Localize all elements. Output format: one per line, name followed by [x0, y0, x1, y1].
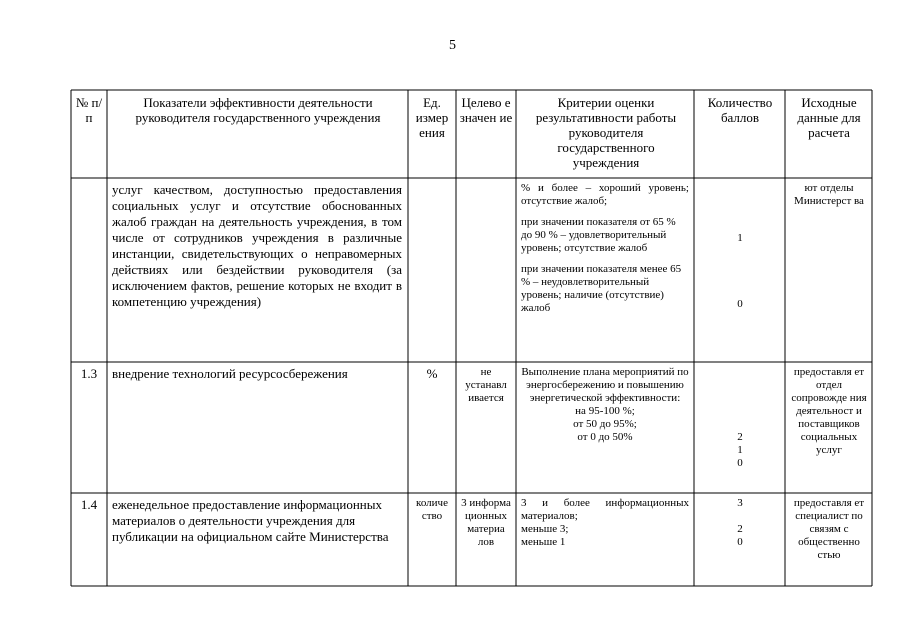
row3-criteria-2: меньше 3; [521, 523, 569, 535]
row1-points-1: 1 [737, 232, 743, 244]
row3-indicator: еженедельное предоставление информационных материалов о деятельности учреждения для публикации на официальном сайте Министерства [112, 497, 389, 544]
row1-criteria-1: % и более – хороший уровень; отсутствие жалоб; [521, 182, 689, 207]
row2-criteria-title: Выполнение плана мероприятий по энергосбережению и повышению энергетической эффективности: [521, 366, 689, 404]
row3-criteria [521, 497, 689, 549]
row3-target: 3 информа ционных материа лов [461, 497, 511, 548]
row2-criteria-line-2: от 50 до 95%; [573, 418, 637, 430]
row2-source: предоставля ет отдел сопровожде ния деятельност и поставщиков социальных услуг [791, 366, 867, 456]
row2-points-1: 2 [737, 431, 743, 443]
row2-target: не устанавл ивается [465, 366, 507, 404]
row3-num: 1.4 [80, 497, 98, 512]
row3-points-1: 3 [737, 497, 743, 509]
row3-points [698, 497, 782, 549]
header-unit: Ед. измер ения [415, 95, 449, 140]
header-criteria: Критерии оценки результативности работы руководителя государственного учреждения [535, 95, 677, 170]
row3-source: предоставля ет специалист по связям с общественно стью [793, 497, 865, 561]
row1-criteria [521, 182, 689, 323]
row3-points-2: 2 [737, 523, 743, 535]
header-indicator: Показатели эффективности деятельности руководителя государственного учреждения [135, 95, 381, 125]
row2-criteria-line-3: от 0 до 50% [577, 431, 633, 443]
row3-points-3: 0 [737, 536, 743, 548]
row2-num: 1.3 [80, 366, 98, 381]
page-number: 5 [449, 38, 456, 53]
row1-source: ют отделы Министерст ва [794, 182, 864, 207]
row2-points-2: 1 [737, 444, 743, 456]
header-num: № п/п [75, 95, 103, 125]
row1-indicator: услуг качеством, доступностью предоставления социальных услуг и отсутствие обоснованных жалоб граждан на деятельность учреждения, в том числе от сотрудников учреждения в различные инстанции, свидетельствующих о неправомерных действиях или бездействии руководителя (за исключением фактов, решение которых не входит в компетенцию учреждения) [112, 182, 402, 309]
row1-criteria-2: при значении показателя от 65 % до 90 % – удовлетворительный уровень; отсутствие жалоб [521, 216, 676, 254]
row3-criteria-1: 3 и более информационных материалов; [521, 497, 689, 522]
row2-points [698, 431, 782, 470]
row3-unit: количе ство [416, 497, 448, 522]
row2-points-3: 0 [737, 457, 743, 469]
header-source: Исходные данные для расчета [797, 95, 861, 140]
row2-unit: % [426, 366, 438, 381]
row1-criteria-3: при значении показателя менее 65 % – неудовлетворительный уровень; наличие (отсутствие) жалоб [521, 263, 682, 314]
row2-criteria [521, 366, 689, 444]
header-points: Количество баллов [707, 95, 773, 125]
row3-criteria-3: меньше 1 [521, 536, 566, 548]
row2-criteria-line-1: на 95-100 %; [575, 405, 635, 417]
header-target: Целево е значен ие [459, 95, 513, 125]
row2-indicator: внедрение технологий ресурсосбережения [112, 366, 348, 381]
row1-points-2: 0 [737, 298, 743, 310]
